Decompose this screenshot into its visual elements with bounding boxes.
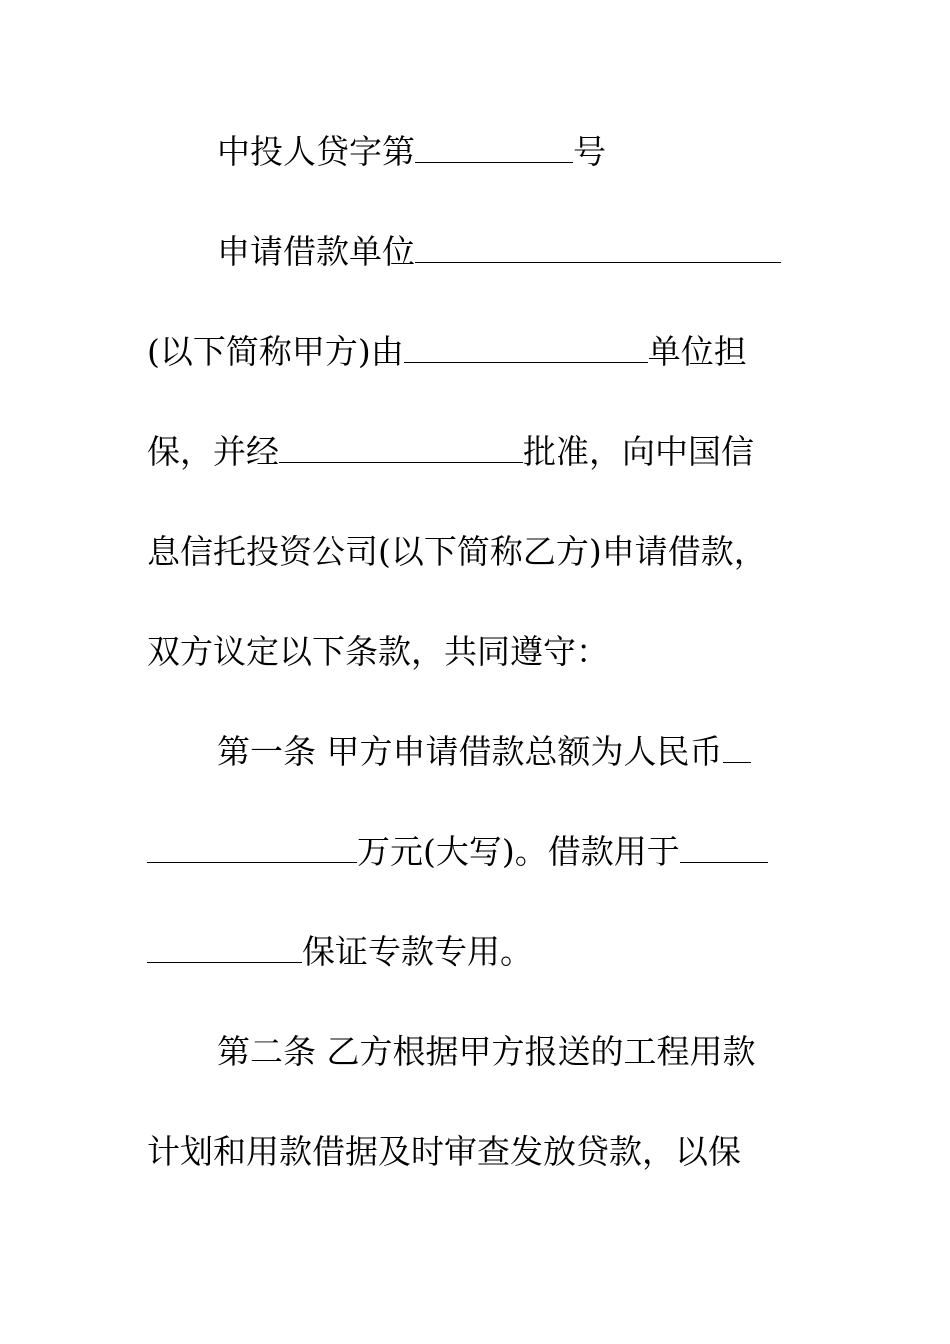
- loan-amount-suffix: 万元(大写)。借款用于: [357, 832, 680, 871]
- guarantor-prefix: (以下简称甲方)由: [147, 332, 404, 371]
- loan-purpose-blank[interactable]: [147, 928, 302, 963]
- article-1-line: [217, 727, 877, 777]
- guarantor-blank[interactable]: [404, 328, 648, 363]
- loan-purpose-blank-start[interactable]: [680, 828, 768, 863]
- approval-suffix: 批准，向中国信: [523, 432, 754, 471]
- article-2-line: [217, 1027, 877, 1077]
- article-2-text: 第二条 乙方根据甲方报送的工程用款: [217, 1032, 756, 1071]
- borrower-blank[interactable]: [415, 228, 781, 263]
- contract-number-suffix: 号: [573, 132, 606, 171]
- guarantor-suffix: 单位担: [647, 332, 747, 371]
- loan-amount-line: [147, 827, 807, 877]
- body-line-6: [147, 627, 807, 677]
- approval-prefix: 保，并经: [147, 432, 279, 471]
- body-text: 双方议定以下条款，共同遵守：: [147, 632, 609, 671]
- contract-number-prefix: 中投人贷字第: [217, 132, 415, 171]
- loan-amount-blank-start[interactable]: [723, 728, 751, 763]
- loan-purpose-line: [147, 927, 807, 977]
- body-line-11: [147, 1127, 807, 1177]
- guarantor-line: [147, 327, 807, 377]
- loan-amount-blank[interactable]: [147, 828, 357, 863]
- approval-blank[interactable]: [279, 428, 523, 463]
- article-1-text: 第一条 甲方申请借款总额为人民币: [217, 732, 723, 771]
- borrower-label: 申请借款单位: [217, 232, 415, 271]
- contract-number-blank[interactable]: [415, 128, 573, 163]
- body-line-5: [147, 527, 807, 577]
- loan-purpose-suffix: 保证专款专用。: [302, 932, 533, 971]
- borrower-line: [217, 227, 877, 277]
- body-text: 计划和用款借据及时审查发放贷款，以保: [147, 1132, 741, 1171]
- contract-number-line: [217, 127, 877, 177]
- body-text: 息信托投资公司(以下简称乙方)申请借款，: [147, 532, 767, 571]
- approval-line: [147, 427, 807, 477]
